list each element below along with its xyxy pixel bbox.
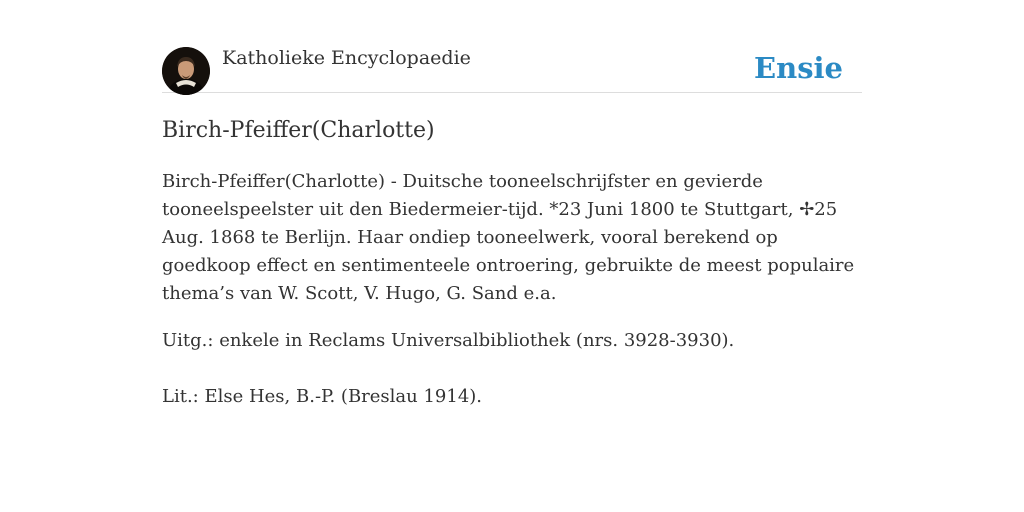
site-name[interactable]: Katholieke Encyclopaedie <box>222 47 471 69</box>
article-title: Birch-Pfeiffer(Charlotte) <box>162 118 435 143</box>
article-paragraph: Lit.: Else Hes, B.-P. (Breslau 1914). <box>162 386 483 407</box>
article-paragraph: Uitg.: enkele in Reclams Universalbibliothek (nrs. 3928-3930). <box>162 330 735 351</box>
avatar[interactable] <box>162 47 210 95</box>
brand-logo[interactable]: Ensie <box>754 51 843 85</box>
portrait-icon <box>162 47 210 95</box>
article-paragraph: Birch-Pfeiffer(Charlotte) - Duitsche tooneelschrijfster en gevierde tooneelspeelster uit den Biedermeier-tijd. *23 Juni 1800 te Stuttgart, ✢25 Aug. 1868 te Berlijn. Haar ondiep tooneelwerk, vooral berekend op goedkoop effect en sentimenteele ontroering, gebruikte de meest populaire thema’s van W. Scott, V. Hugo, G. Sand e.a. <box>162 171 855 304</box>
article <box>162 114 866 411</box>
site-header <box>162 44 862 93</box>
